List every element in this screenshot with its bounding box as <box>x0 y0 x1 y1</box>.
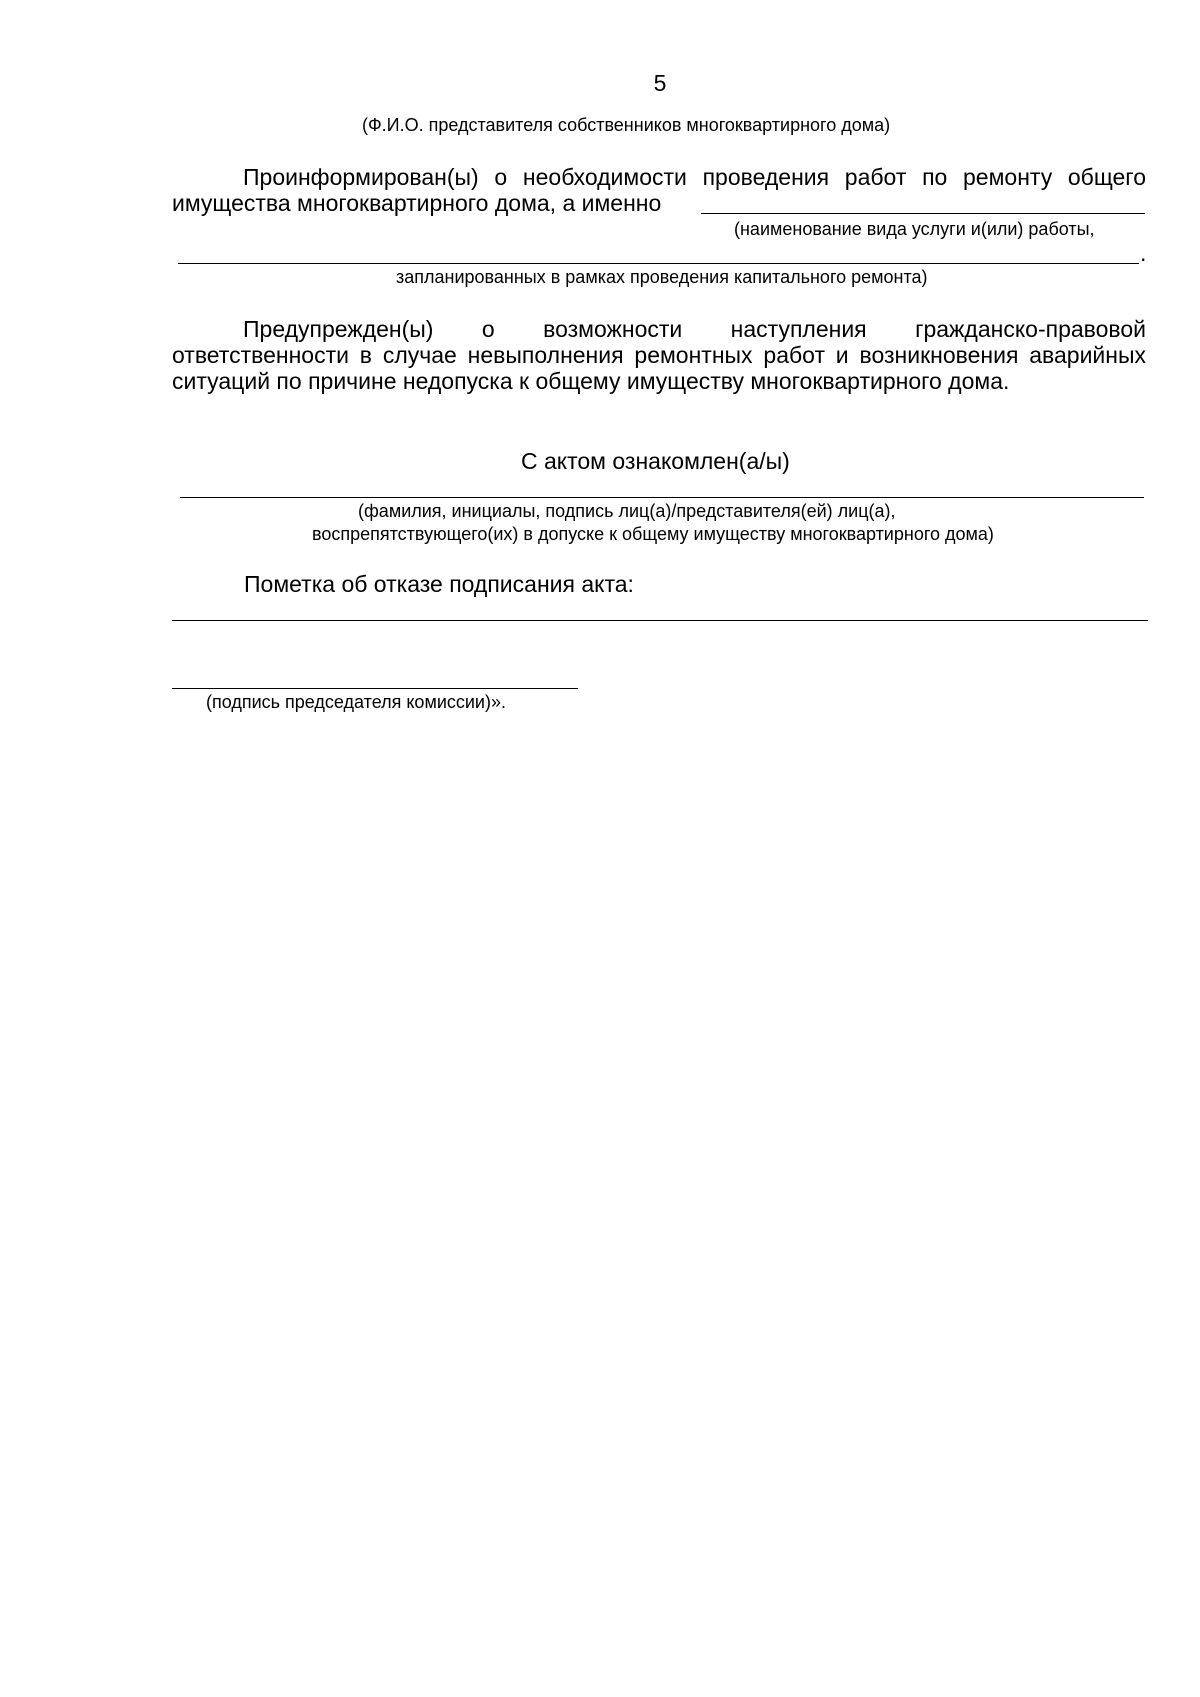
refusal-label: Пометка об отказе подписания акта: <box>244 571 634 597</box>
warned-paragraph: Предупрежден(ы) о возможности наступления гражданско-правовой ответственности в случае невыполнения ремонтных работ и возникновения аварийных ситуаций по причине недопуска к общему имуществу многоквартирного дома. <box>172 316 1146 394</box>
page-number: 5 <box>653 70 667 96</box>
informed-paragraph-line2: имущества многоквартирного дома, а именно <box>172 190 662 216</box>
acquainted-heading: С актом ознакомлен(а/ы) <box>521 448 790 474</box>
signer-caption-line1: (фамилия, инициалы, подпись лиц(а)/представителя(ей) лиц(а), <box>358 501 896 521</box>
signer-underline <box>180 497 1144 498</box>
service-line-end: . <box>1140 240 1147 266</box>
chairman-signature-underline <box>172 688 578 689</box>
informed-paragraph-line1: Проинформирован(ы) о необходимости проведения работ по ремонту общего <box>243 164 1146 190</box>
service-name-underline <box>701 213 1145 214</box>
service-name-underline-2 <box>178 263 1139 264</box>
planned-repair-caption: запланированных в рамках проведения капитального ремонта) <box>396 267 928 287</box>
owners-representative-caption: (Ф.И.О. представителя собственников многоквартирного дома) <box>362 115 891 135</box>
signer-caption-line2: воспрепятствующего(их) в допуске к общему имуществу многоквартирного дома) <box>312 524 994 544</box>
chairman-signature-caption: (подпись председателя комиссии)». <box>206 692 506 712</box>
refusal-underline <box>172 620 1148 621</box>
service-name-caption: (наименование вида услуги и(или) работы, <box>734 219 1095 239</box>
